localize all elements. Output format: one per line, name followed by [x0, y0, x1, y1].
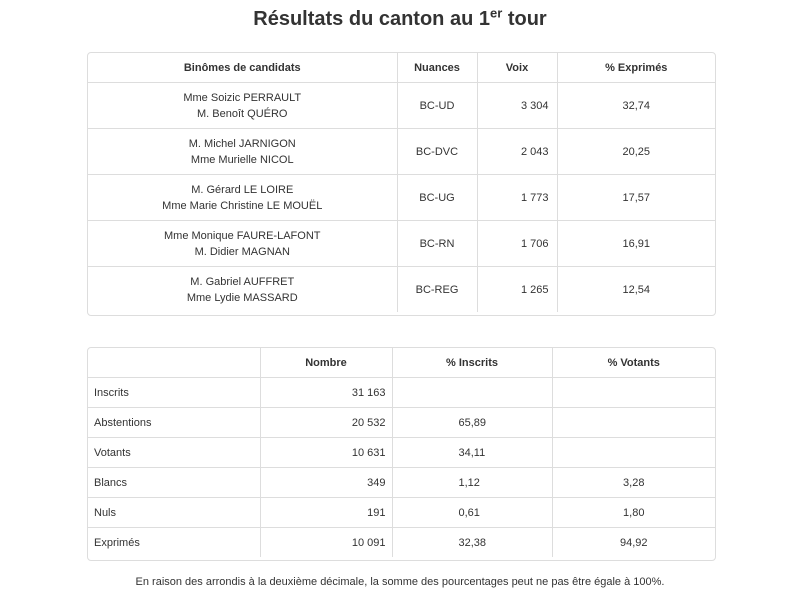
- candidates-cell: [88, 175, 397, 221]
- results-header-row: [88, 53, 715, 83]
- candidate-name: M. Michel JARNIGON: [188, 137, 296, 150]
- header-pct-inscrits: % Inscrits: [392, 348, 552, 378]
- header-nombre: Nombre: [260, 348, 392, 378]
- table-row: [88, 83, 715, 129]
- stat-label: Exprimés: [88, 528, 260, 558]
- nombre-cell: 31 163: [260, 378, 392, 408]
- nuance-cell: BC-RN: [397, 221, 477, 267]
- voix-cell: 3 304: [477, 83, 557, 129]
- pct-exprimes-cell: 17,57: [557, 175, 715, 221]
- pct-inscrits-cell: 34,11: [392, 438, 552, 468]
- pct-exprimes-cell: 12,54: [557, 267, 715, 313]
- results-table-card: [87, 52, 716, 316]
- stat-label: Votants: [88, 438, 260, 468]
- header-voix: Voix: [477, 53, 557, 83]
- candidate-name: M. Didier MAGNAN: [194, 245, 290, 258]
- table-row: [88, 528, 715, 558]
- candidates-cell: [88, 267, 397, 313]
- candidate-name: M. Gérard LE LOIRE: [191, 183, 294, 196]
- candidate-name: Mme Lydie MASSARD: [186, 291, 298, 304]
- table-row: [88, 221, 715, 267]
- candidate-name: Mme Marie Christine LE MOUËL: [162, 199, 323, 212]
- pct-votants-cell: [552, 438, 715, 468]
- nuance-cell: BC-DVC: [397, 129, 477, 175]
- nuance-cell: BC-UG: [397, 175, 477, 221]
- page-title-sup: er: [489, 5, 503, 21]
- candidate-name: M. Gabriel AUFFRET: [190, 275, 295, 288]
- table-row: [88, 438, 715, 468]
- page-title: [0, 4, 800, 34]
- table-row: [88, 468, 715, 498]
- stat-label: Abstentions: [88, 408, 260, 438]
- candidates-cell: [88, 221, 397, 267]
- results-table: [88, 53, 715, 312]
- nombre-cell: 349: [260, 468, 392, 498]
- candidate-name: Mme Monique FAURE-LAFONT: [164, 229, 321, 242]
- candidate-name: Mme Soizic PERRAULT: [183, 91, 302, 104]
- candidate-name: M. Benoît QUÉRO: [197, 107, 288, 120]
- voix-cell: 1 773: [477, 175, 557, 221]
- page-title-text: Résultats du canton au 1: [253, 8, 490, 30]
- pct-inscrits-cell: [392, 378, 552, 408]
- nuance-cell: BC-UD: [397, 83, 477, 129]
- header-binomes: Binômes de candidats: [183, 61, 301, 74]
- pct-votants-cell: 94,92: [552, 528, 715, 558]
- candidates-cell: [88, 83, 397, 129]
- stats-table-card: [87, 347, 716, 561]
- nombre-cell: 10 631: [260, 438, 392, 468]
- page-title-suffix: tour: [502, 8, 547, 30]
- nuance-cell: BC-REG: [397, 267, 477, 313]
- voix-cell: 2 043: [477, 129, 557, 175]
- nombre-cell: 20 532: [260, 408, 392, 438]
- pct-inscrits-cell: 1,12: [392, 468, 552, 498]
- table-row: [88, 378, 715, 408]
- pct-inscrits-cell: 32,38: [392, 528, 552, 558]
- pct-votants-cell: 3,28: [552, 468, 715, 498]
- candidates-cell: [88, 129, 397, 175]
- pct-exprimes-cell: 16,91: [557, 221, 715, 267]
- pct-inscrits-cell: 65,89: [392, 408, 552, 438]
- header-nuances: Nuances: [397, 53, 477, 83]
- voix-cell: 1 706: [477, 221, 557, 267]
- rounding-note: En raison des arrondis à la deuxième décimale, la somme des pourcentages peut ne pas être égale à 100%.: [135, 576, 665, 588]
- nombre-cell: 10 091: [260, 528, 392, 558]
- pct-votants-cell: [552, 408, 715, 438]
- nombre-cell: 191: [260, 498, 392, 528]
- stats-header-row: [88, 348, 715, 378]
- table-row: [88, 408, 715, 438]
- candidate-name: Mme Murielle NICOL: [190, 153, 294, 166]
- pct-votants-cell: 1,80: [552, 498, 715, 528]
- table-row: [88, 129, 715, 175]
- voix-cell: 1 265: [477, 267, 557, 313]
- header-pct-exprimes: % Exprimés: [557, 53, 715, 83]
- table-row: [88, 175, 715, 221]
- stat-label: Blancs: [88, 468, 260, 498]
- header-pct-votants: % Votants: [552, 348, 715, 378]
- pct-exprimes-cell: 32,74: [557, 83, 715, 129]
- table-row: [88, 267, 715, 313]
- stat-label: Inscrits: [88, 378, 260, 408]
- pct-inscrits-cell: 0,61: [392, 498, 552, 528]
- stats-table: [88, 348, 715, 557]
- pct-votants-cell: [552, 378, 715, 408]
- table-row: [88, 498, 715, 528]
- header-empty: [88, 348, 260, 378]
- stat-label: Nuls: [88, 498, 260, 528]
- pct-exprimes-cell: 20,25: [557, 129, 715, 175]
